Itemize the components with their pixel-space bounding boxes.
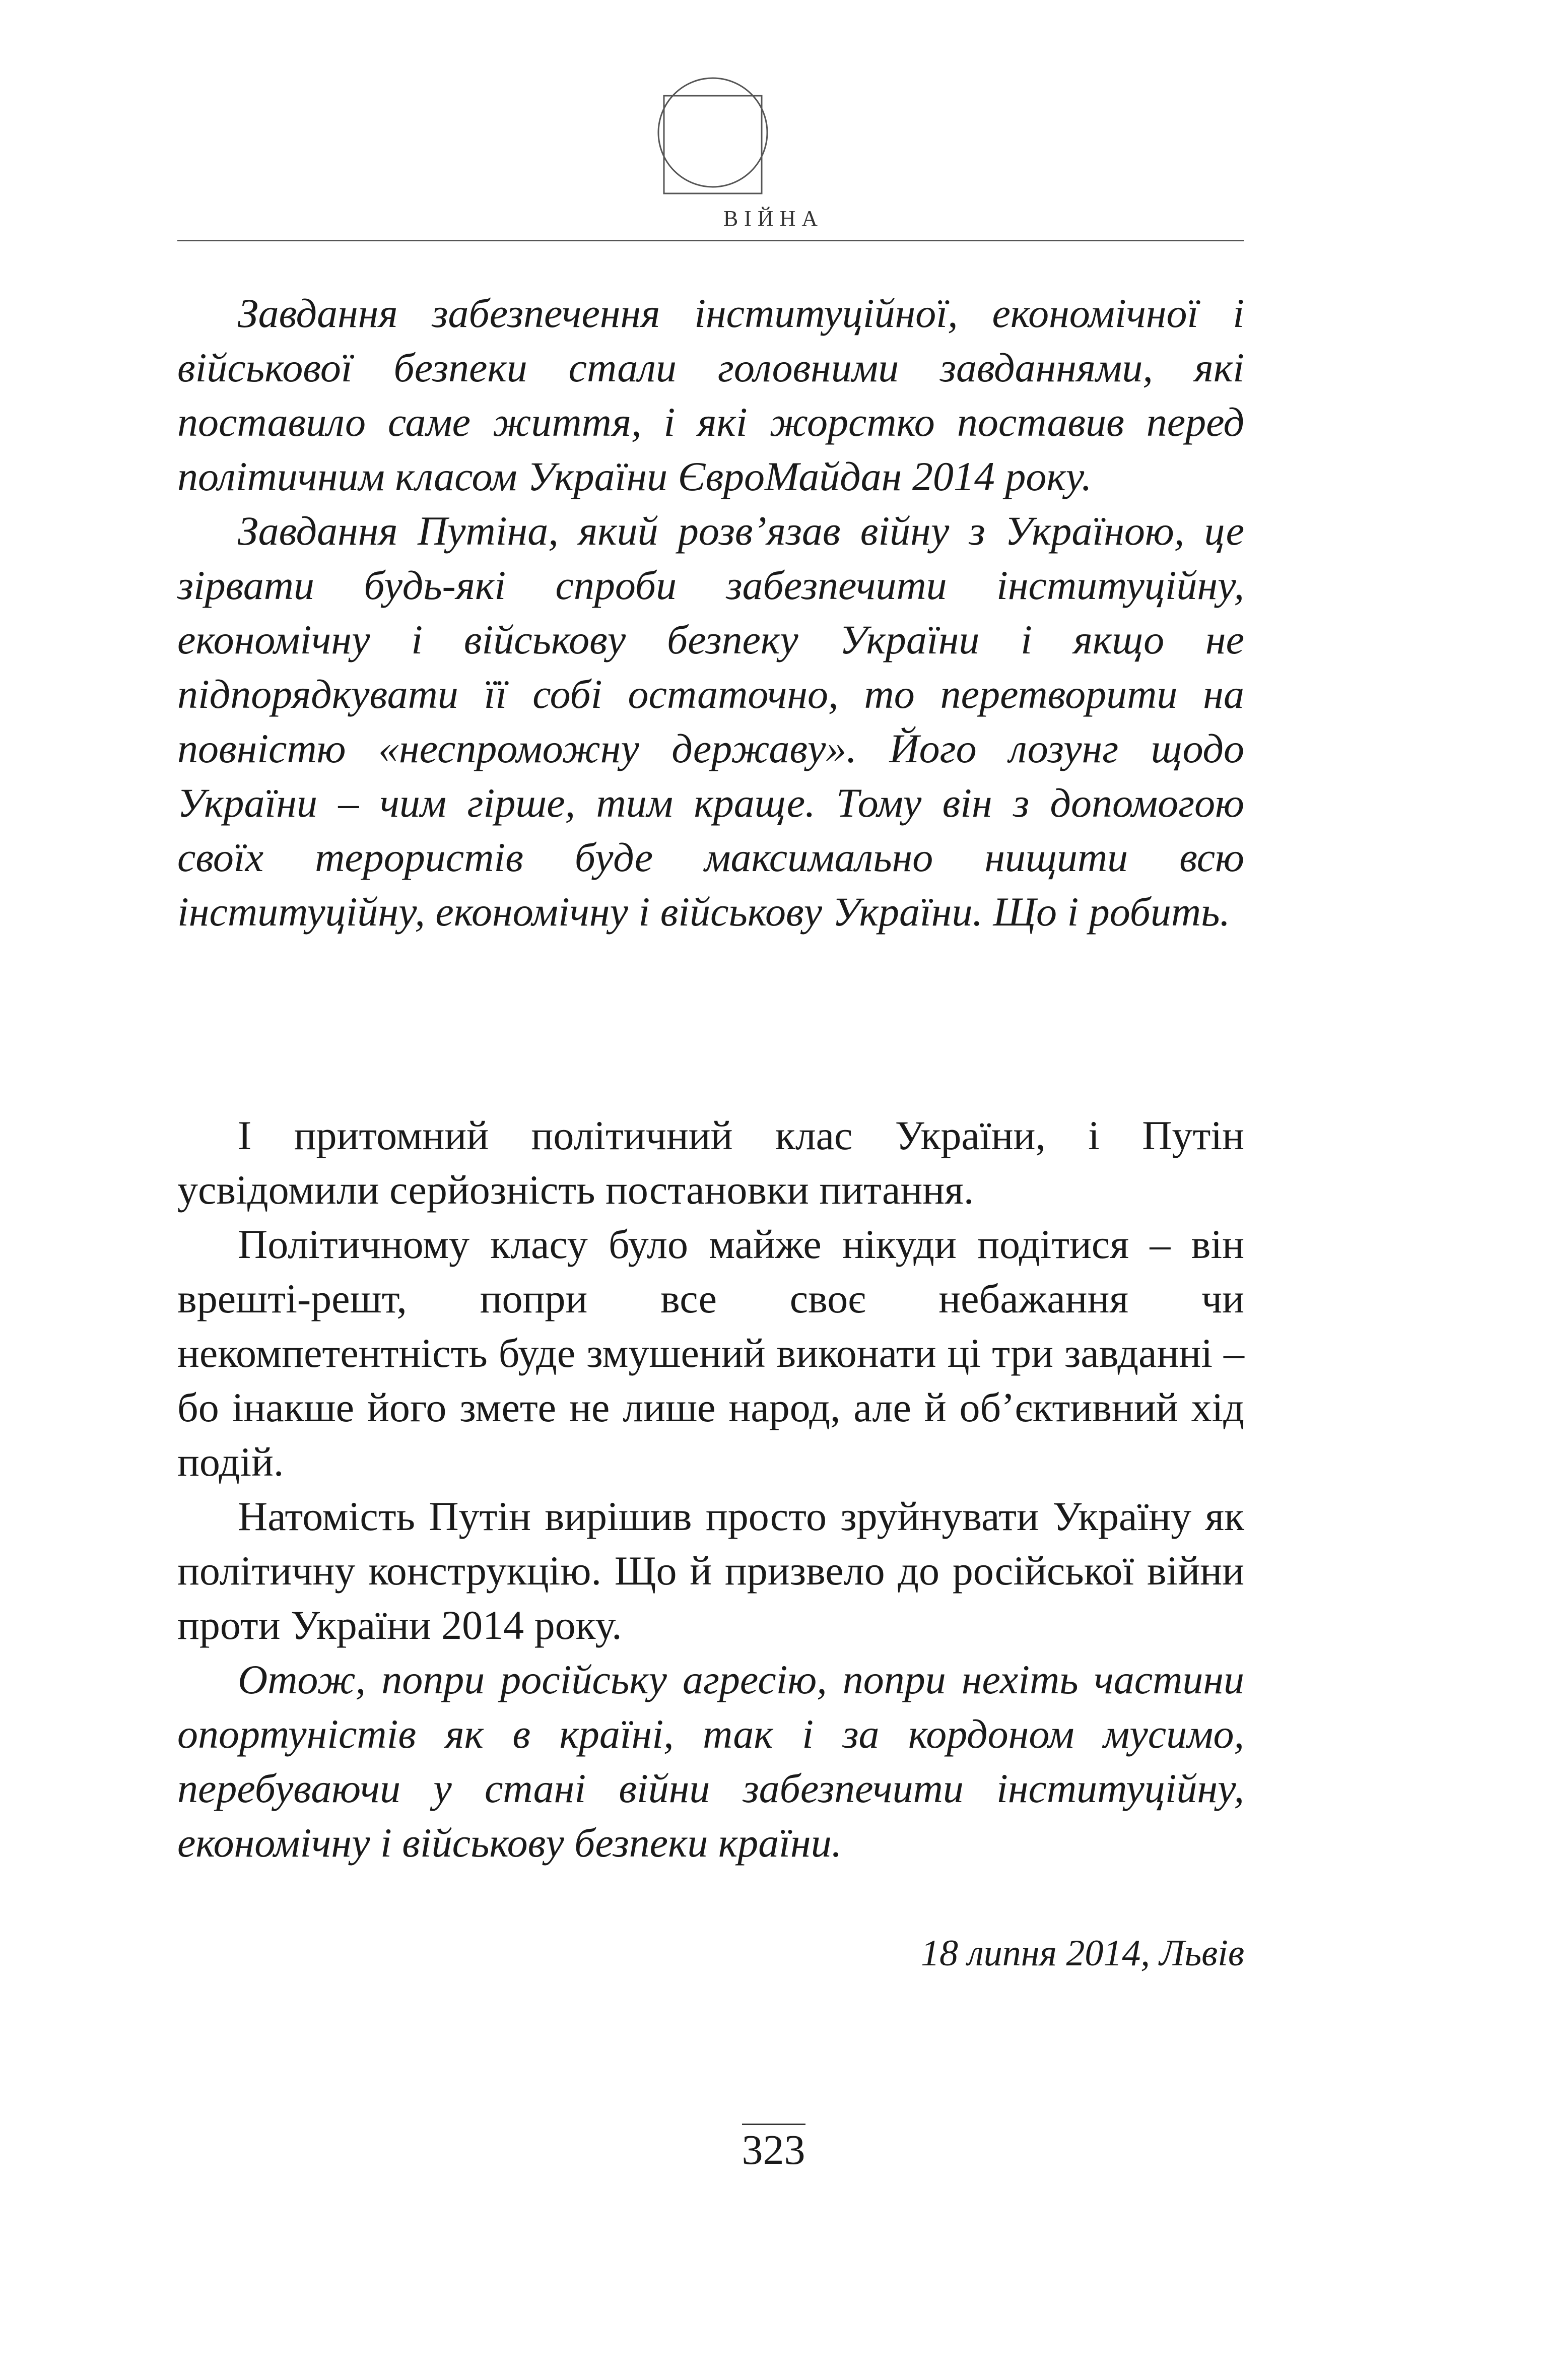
page-number-value: 323 xyxy=(742,2124,805,2171)
body-section xyxy=(177,1108,1244,1870)
paragraph: Завдання Путіна, який розв’язав війну з Україною, це зірвати будь-які спроби забезпечити інституційну, економічну і військову безпеку України і якщо не підпорядкувати її собі остаточно, то перетворити на повністю «неспроможну державу». Його лозунг щодо України – чим гірше, тим краще. Тому він з допомогою своїх терористів буде максимально нищити всю інституційну, економічну і військову України. Що і робить. xyxy=(177,508,1244,935)
circle-square-emblem-icon xyxy=(652,73,773,199)
closing-paragraph: Отож, попри російську агресію, попри нехіть частини опортуністів як в країні, так і за кордоном мусимо, перебуваючи у стані війни забезпечити інституційну, економічну і військову безпеки країни. xyxy=(177,1657,1244,1866)
paragraph: І притомний політичний клас України, і Путін усвідомили серйозність постановки питання. xyxy=(177,1112,1244,1213)
header-divider xyxy=(177,240,1244,241)
paragraph: Натомість Путін вирішив просто зруйнувати Україну як політичну конструкцію. Що й призвело до російської війни проти України 2014 року. xyxy=(177,1493,1244,1648)
paragraph: Завдання забезпечення інституційної, економічної і військової безпеки стали головними завданнями, які поставило саме життя, і які жорстко поставив перед політичним класом України ЄвроМайдан 2014 року. xyxy=(177,290,1244,499)
paragraph: Політичному класу було майже нікуди подітися – він врешті-решт, попри все своє небажання чи некомпетентність буде змушений виконати ці три завданні – бо інакше його змете не лише народ, але й об’єктивний хід подій. xyxy=(177,1221,1244,1485)
running-head: ВІЙНА xyxy=(723,206,824,231)
italic-section xyxy=(177,286,1244,939)
date-place-signature: 18 липня 2014, Львів xyxy=(921,1933,1244,1974)
page-number xyxy=(0,2124,1547,2174)
